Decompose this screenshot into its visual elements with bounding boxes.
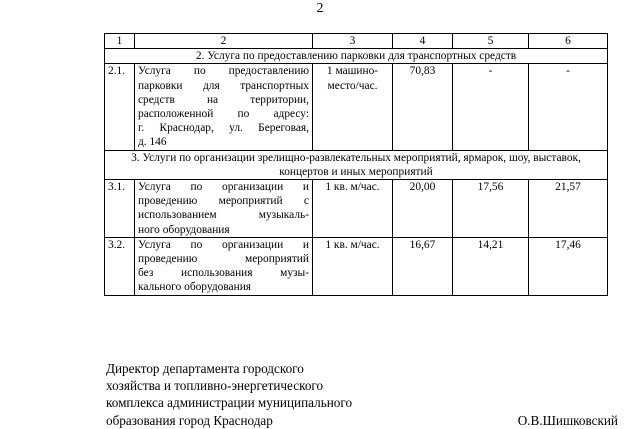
description-line: расположенной по адресу:: [138, 108, 309, 121]
row-number: 3.2.: [105, 237, 135, 295]
column-header: 1: [105, 34, 135, 49]
price-value: 17,46: [529, 237, 608, 295]
signer-title-line: комплекса администрации муниципального: [106, 395, 353, 411]
column-header: 2: [135, 34, 313, 49]
price-value: -: [453, 64, 529, 150]
unit-of-measure: 1 кв. м/час.: [313, 237, 393, 295]
row-number: 3.1.: [105, 180, 135, 238]
price-value: 14,21: [453, 237, 529, 295]
unit-of-measure: 1 кв. м/час.: [313, 180, 393, 238]
description-line: средств на территории,: [138, 93, 309, 106]
column-header: 6: [529, 34, 608, 49]
price-value: -: [529, 64, 608, 150]
description-line: парковки для транспортных: [138, 79, 309, 92]
description-line: д. 146: [138, 136, 167, 149]
description-line: ного оборудования: [138, 223, 230, 236]
description-line: использованием музыкаль-: [138, 209, 309, 222]
description-line: без использования музы-: [138, 267, 309, 280]
signature-block: [106, 360, 626, 429]
signer-name: О.В.Шишковский: [517, 412, 618, 428]
signer-title-line: хозяйства и топливно-энергетического: [106, 378, 324, 394]
column-header: 5: [453, 34, 529, 49]
table-row: [105, 180, 608, 238]
signer-title-line: образования город Краснодар: [106, 412, 273, 428]
description-line: Услуга по организации и: [138, 238, 309, 251]
column-header: 3: [313, 34, 393, 49]
section-heading-row: [105, 49, 608, 64]
service-description: [135, 237, 313, 295]
description-line: г. Краснодар, ул. Береговая,: [138, 122, 309, 135]
description-line: Услуга по организации и: [138, 181, 309, 194]
service-description: [135, 64, 313, 150]
section-heading-row: [105, 150, 608, 179]
row-number: 2.1.: [105, 64, 135, 150]
description-line: Услуга по предоставлению: [138, 65, 309, 78]
table-row: [105, 237, 608, 295]
section-title: 3. Услуги по организации зрелищно-развлекательных мероприятий, ярмарок, шоу, выставок, концертов и иных мероприятий: [105, 150, 608, 179]
table-row: [105, 64, 608, 150]
price-value: 16,67: [393, 237, 453, 295]
description-line: кального оборудования: [138, 281, 252, 294]
price-value: 70,83: [393, 64, 453, 150]
description-line: проведению мероприятий: [138, 253, 309, 266]
unit-of-measure: 1 машино-место/час.: [313, 64, 393, 150]
description-line: проведению мероприятий с: [138, 195, 309, 208]
price-value: 20,00: [393, 180, 453, 238]
price-value: 17,56: [453, 180, 529, 238]
page-number: 2: [316, 1, 324, 16]
service-description: [135, 180, 313, 238]
signer-title-line: Директор департамента городского: [106, 361, 304, 376]
table-header-row: [105, 34, 608, 49]
tariff-table: [104, 33, 608, 296]
price-value: 21,57: [529, 180, 608, 238]
section-title: 2. Услуга по предоставлению парковки для транспортных средств: [105, 49, 608, 64]
column-header: 4: [393, 34, 453, 49]
